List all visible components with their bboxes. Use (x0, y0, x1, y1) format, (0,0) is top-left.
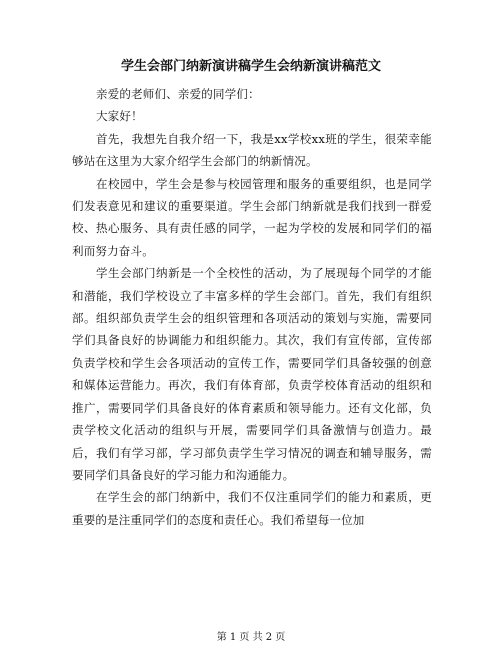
page-footer: 第 1 页 共 2 页 (216, 632, 286, 643)
document-title: 学生会部门纳新演讲稿学生会纳新演讲稿范文 (120, 59, 381, 74)
attitude-paragraph: 在学生会的部门纳新中，我们不仅注重同学们的能力和素质，更重要的是注重同学们的态度和责任心。我们希望每一位加 (72, 490, 432, 527)
departments-paragraph: 学生会部门纳新是一个全校性的活动，为了展现每个同学的才能和潜能，我们学校设立了丰富多样的学生会部门。首先，我们有组织部。组织部负责学生会的组织管理和各项活动的策划与实施，需要同学们具备良好的协调能力和组织能力。其次，我们有宣传部，宣传部负责学校和学生会各项活动的宣传工作，需要同学们具备较强的创意和媒体运营能力。再次，我们有体育部，负责学校体育活动的组织和推广，需要同学们具备良好的体育素质和领导能力。还有文化部，负责学校文化活动的组织与开展，需要同学们具备激情与创造力。最后，我们有学习部，学习部负责学生学习情况的调查和辅导服务，需要同学们具备良好的学习能力和沟通能力。 (72, 266, 432, 482)
salutation-paragraph: 亲爱的老师们、亲爱的同学们： (96, 87, 260, 101)
student-union-role-paragraph: 在校园中，学生会是参与校园管理和服务的重要组织，也是同学们发表意见和建议的重要渠道。学生会部门纳新就是我们找到一群爱校、热心服务、具有责任感的同学，一起为学校的发展和同学们的福利而努力奋斗。 (72, 176, 432, 258)
intro-paragraph: 首先，我想先自我介绍一下，我是xx学校xx班的学生，很荣幸能够站在这里为大家介绍学生会部门的纳新情况。 (72, 131, 432, 169)
document-body (72, 83, 432, 531)
greeting-paragraph: 大家好！ (96, 109, 143, 124)
